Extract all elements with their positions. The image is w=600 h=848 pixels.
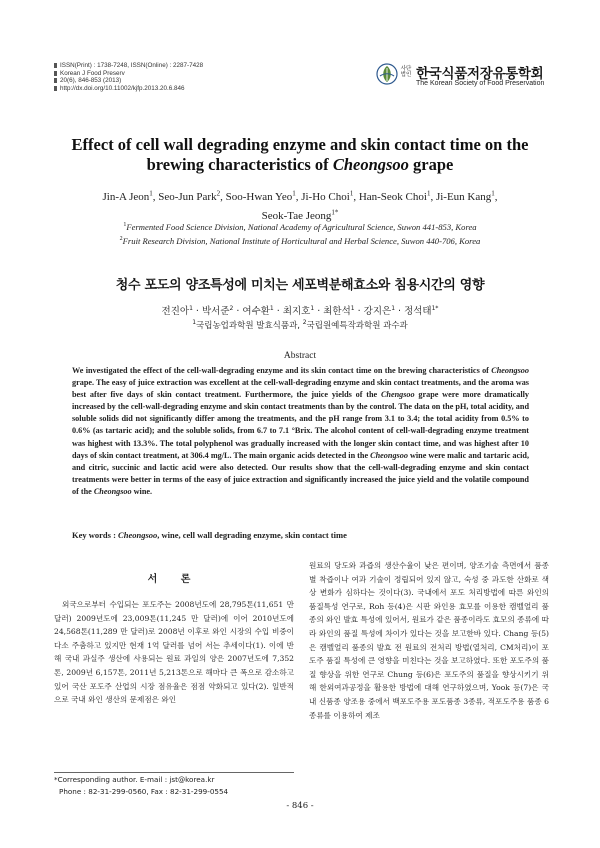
intro-paragraph-left: 외국으로부터 수입되는 포도주는 2008년도에 28,795톤(11,651 만 달러) 2009년도에 23,009톤(11,245 만 달러)에 이어 2010년도에 24,568톤(11,289 만 달러)로 2008년 이후로 와인 시장의 수입 비중이 다소 주춤하고 있지만 현재 1억 달러를 넘어 서는 추세이다(1). 이에 반해 국내 과실주 생산에 사용되는 원료 과일의 양은 2007년도에 7,352톤, 2009년 6,157톤, 2011년 5,213톤으로 해마다 큰 폭으로 감소하고 있어 국산 포도주 산업의 시장 점유율은 점점 약화되고 있다(2). 일반적으로 국내 와인 생산의 문제점은 와인	[54, 600, 294, 705]
corresponding-author-footnote	[54, 774, 304, 799]
affiliation: $^2$Fruit Research Division, National Institute of Horticultural and Herbal Science, Suwon 440-706, Korea	[119, 235, 481, 246]
section-heading-introduction: 서 론	[147, 574, 201, 585]
society-header	[376, 60, 566, 92]
bullet-icon	[54, 86, 57, 91]
journal-issn: ISSN(Print) : 1738-7248, ISSN(Online) : 2287-7428	[60, 62, 204, 69]
author: Seo-Jun Park$^2$,	[158, 189, 226, 203]
journal-name: Korean J Food Preserv	[60, 69, 125, 77]
bullet-icon	[54, 63, 57, 68]
author: Ji-Eun Kang$^1$,	[435, 189, 498, 203]
korean-affiliations: $^1$국립농업과학원 발효식품과, $^2$국립원예특작과학원 과수과	[192, 319, 408, 331]
footnote-email: *Corresponding author. E-mail : jst@korea.kr	[54, 775, 215, 784]
footnote-divider	[54, 772, 294, 773]
korean-author-list: 전진아$^1$ · 박서준$^2$ · 여수환$^1$ · 최지호$^1$ · 최한석$^1$ · 강지은$^1$ · 정석태$^{1*}$	[161, 304, 439, 317]
title-line-2: brewing characteristics of Cheongsoo grape	[146, 155, 454, 174]
body-column-left	[54, 598, 294, 707]
footnote-phone: Phone : 82-31-299-0560, Fax : 82-31-299-0554	[59, 787, 229, 797]
abstract-heading: Abstract	[283, 351, 317, 361]
author: Ji-Ho Choi$^1$,	[301, 189, 359, 203]
society-badge: 사단 법인	[400, 66, 412, 78]
title-line-1: Effect of cell wall degrading enzyme and skin contact time on the	[71, 135, 529, 154]
journal-doi[interactable]: http://dx.doi.org/10.11002/kjfp.2013.20.6.846	[60, 84, 185, 92]
korean-title: 청수 포도의 양조특성에 미치는 세포벽분해효소와 침용시간의 영향	[115, 278, 485, 293]
author: Han-Seok Choi$^1$,	[358, 189, 436, 203]
society-name-en: The Korean Society of Food Preservation	[416, 80, 545, 87]
author: Jin-A Jeon$^1$,	[102, 189, 159, 203]
bullet-icon	[54, 78, 57, 83]
page-number: - 846 -	[286, 801, 314, 811]
journal-meta	[54, 62, 203, 92]
journal-volume: 20(6), 846-853 (2013)	[60, 77, 122, 85]
intro-paragraph-right: 원료의 당도와 과즙의 생산수율이 낮은 편이며, 양조기술 측면에서 품종별 착즙이나 여과 기술이 정립되어 있지 않고, 숙성 중 과도한 산화로 색상 변화가 심하다는 것이다(3). 국내에서 포도 처리방법에 따른 와인의 품질특성 연구로, Roh 등(4)은 시판 와인용 효모를 이용한 캠벨얼리 품종의 와인 발효 특성에 있어서, 원료가 같은 품종이라도 효모의 종류에 따라 와인의 품질 특성에 차이가 있다는 것을 보고한바 있다. Chang 등(5)은 캠벨얼리 품종의 발효 전 원료의 전처리 방법(열처리, CM처리)이 포도주 품질 특성에 큰 영향을 미친다는 것을 보고하였다. 또한 포도주의 품질 향상을 위한 연구로 Chung 등(6)은 포도주의 품질을 향상시키기 위해 한외여과공정을 활용한 방법에 대해 연구하였으며, Yook 등(7)은 국내 신품종 양조용 중에서 백포도주용 포도품종 3종류, 적포도주용 품종 6종류를 이용하여 제조	[309, 561, 549, 720]
bullet-icon	[54, 71, 57, 76]
society-logo-icon	[376, 63, 398, 85]
keywords: Key words : Cheongsoo, wine, cell wall degrading enzyme, skin contact time	[72, 530, 347, 540]
author: Seok-Tae Jeong$^{1*}$	[261, 208, 339, 223]
author: Soo-Hwan Yeo$^1$,	[225, 189, 302, 203]
affiliation: $^1$Fermented Food Science Division, National Academy of Agricultural Science, Suwon 441-853, Korea	[123, 221, 477, 232]
paper-title	[40, 135, 560, 175]
abstract-body: We investigated the effect of the cell-wall-degrading enzyme and its skin contact time on the brewing characteristics of Cheongsoo grape. The easy of juice extraction was excellent at the cell-wall-degrading enzyme and skin contact treatments, and the aroma was best after five days of skin contact treatment. Furthermore, the juice yields of the Chengsoo grape were more dramatically increased by the cell-wall-degrading enzyme and skin contact treatments than by the control. The data on the pH, total acidity, and soluble solids did not significantly differ among the treatments, and the pH range from 3.1 to 3.4; the total acidity from 0.5% to 0.6% (as tartaric acid); and the soluble solids, from 6.7 to 7.1 °Brix. The alcohol content of cell-wall-degrading enzyme treatment was highest with 13.3%. The total polyphenol was gradually increased with the longer skin contact time, and was highest after 10 days of skin contact treatment, at 306.4 mg/L. The main organic acids detected in the Cheongsoo wine were malic and tartaric acid, and citric, succinic and lactic acid were also detected. Our results show that the cell-wall-degrading enzyme and skin contact treatments were better in terms of the easy of juice extraction and significantly increased the juice yield and the volatile compound of the Cheongsoo wine.	[72, 366, 530, 496]
society-name-ko: 한국식품저장유통학회	[416, 66, 544, 82]
body-column-right	[309, 559, 549, 722]
affiliations	[30, 219, 570, 247]
